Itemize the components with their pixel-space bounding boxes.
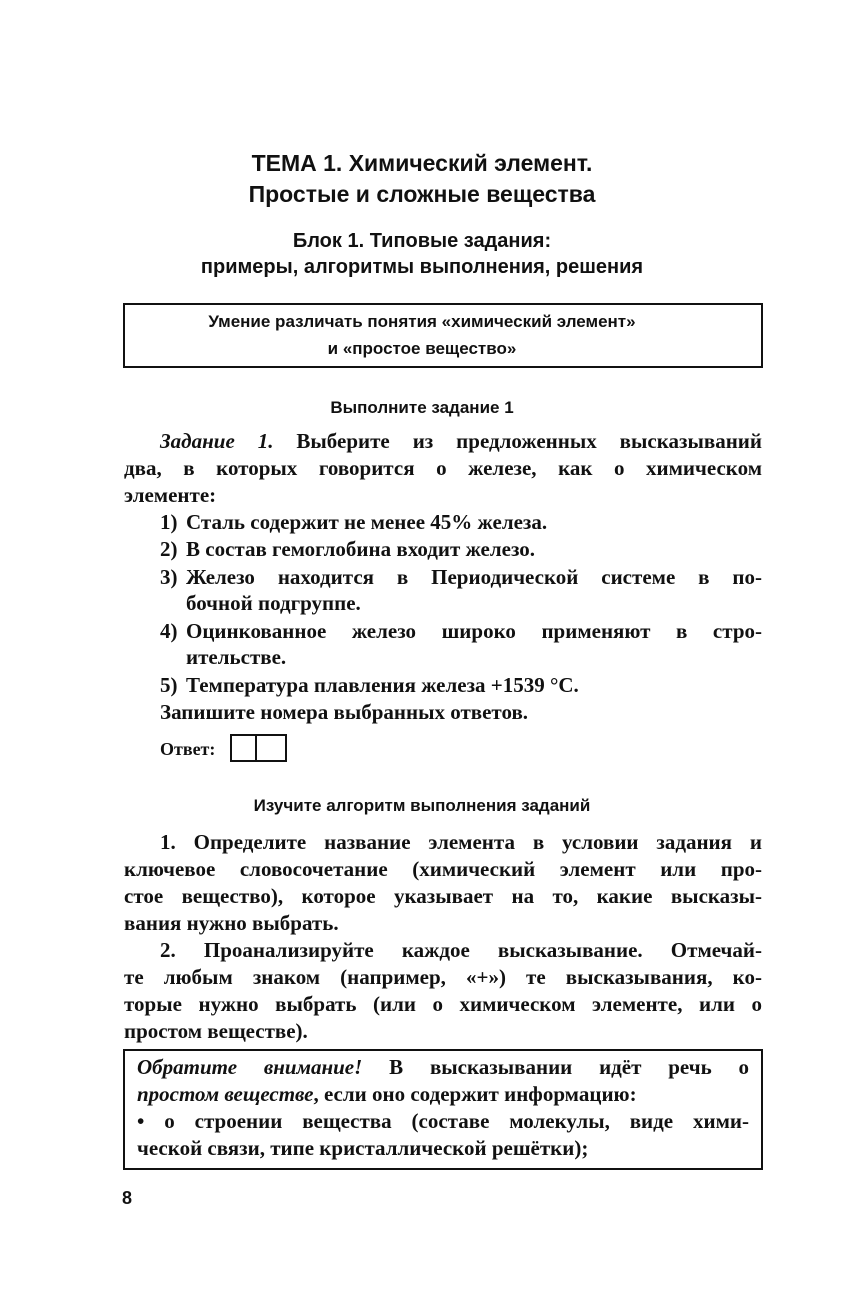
- note-italic-term: простом веществе: [137, 1082, 314, 1106]
- algo-line: стое вещество), которое указывает на то, какие высказы-: [124, 884, 762, 908]
- topic-title-line1: ТЕМА 1. Химический элемент.: [251, 150, 593, 176]
- algo-line: простом веществе).: [124, 1019, 308, 1043]
- block-title-line1: Блок 1. Типовые задания:: [292, 230, 552, 252]
- algo-line: 1. Определите название элемента в условии задания и: [160, 830, 762, 854]
- task-line3: элементе:: [124, 483, 217, 507]
- task-line2: два, в которых говорится о железе, как о химическом: [124, 456, 762, 480]
- answer-label: Ответ:: [160, 739, 216, 759]
- algo-line: 2. Проанализируйте каждое высказывание. Отмечай-: [160, 938, 762, 962]
- answer-cell-1[interactable]: [230, 734, 257, 762]
- skill-line1: Умение различать понятия «химический элемент»: [208, 312, 636, 331]
- note-text: В высказывании идёт речь о: [389, 1055, 750, 1079]
- page-number: 8: [122, 1188, 133, 1208]
- algo-line: торые нужно выбрать (или о химическом элементе, или о: [124, 992, 762, 1016]
- option-3-line2: бочной подгруппе.: [186, 591, 361, 615]
- option-1-num: 1): [160, 510, 178, 534]
- option-1: Сталь содержит не менее 45% железа.: [186, 510, 548, 534]
- note-line1: [137, 1054, 749, 1081]
- option-4-line2: ительстве.: [186, 645, 287, 669]
- topic-title-line2: Простые и сложные вещества: [248, 181, 596, 207]
- note-text: , если оно содержит информацию:: [313, 1082, 637, 1106]
- task-label: Задание 1.: [160, 429, 274, 453]
- skill-line2: и «простое вещество»: [327, 339, 517, 358]
- task-instruction: Запишите номера выбранных ответов.: [160, 700, 529, 724]
- option-2-num: 2): [160, 537, 178, 561]
- task-heading: Выполните задание 1: [330, 398, 514, 417]
- algo-line: те любым знаком (например, «+») те высказывания, ко-: [124, 965, 762, 989]
- option-5-num: 5): [160, 673, 178, 697]
- task-line1: [160, 428, 762, 455]
- option-4-line1: Оцинкованное железо широко применяют в стро-: [186, 619, 762, 643]
- task-text: Выберите из предложенных высказываний: [296, 429, 762, 453]
- option-4-num: 4): [160, 619, 178, 643]
- answer-cell-2[interactable]: [255, 734, 287, 762]
- algo-line: ключевое словосочетание (химический элемент или про-: [124, 857, 762, 881]
- note-label: Обратите внимание!: [137, 1055, 363, 1079]
- block-title-line2: примеры, алгоритмы выполнения, решения: [200, 256, 644, 278]
- note-line3: • о строении вещества (составе молекулы, виде хими-: [137, 1109, 749, 1133]
- algo-line: вания нужно выбрать.: [124, 911, 339, 935]
- algorithm-heading: Изучите алгоритм выполнения заданий: [253, 796, 591, 815]
- option-3-num: 3): [160, 565, 178, 589]
- option-3-line1: Железо находится в Периодической системе в по-: [186, 565, 762, 589]
- note-line2: [137, 1081, 749, 1108]
- option-5: Температура плавления железа +1539 °C.: [186, 673, 579, 697]
- note-line4: ческой связи, типе кристаллической решётки);: [137, 1136, 589, 1160]
- option-2: В состав гемоглобина входит железо.: [186, 537, 536, 561]
